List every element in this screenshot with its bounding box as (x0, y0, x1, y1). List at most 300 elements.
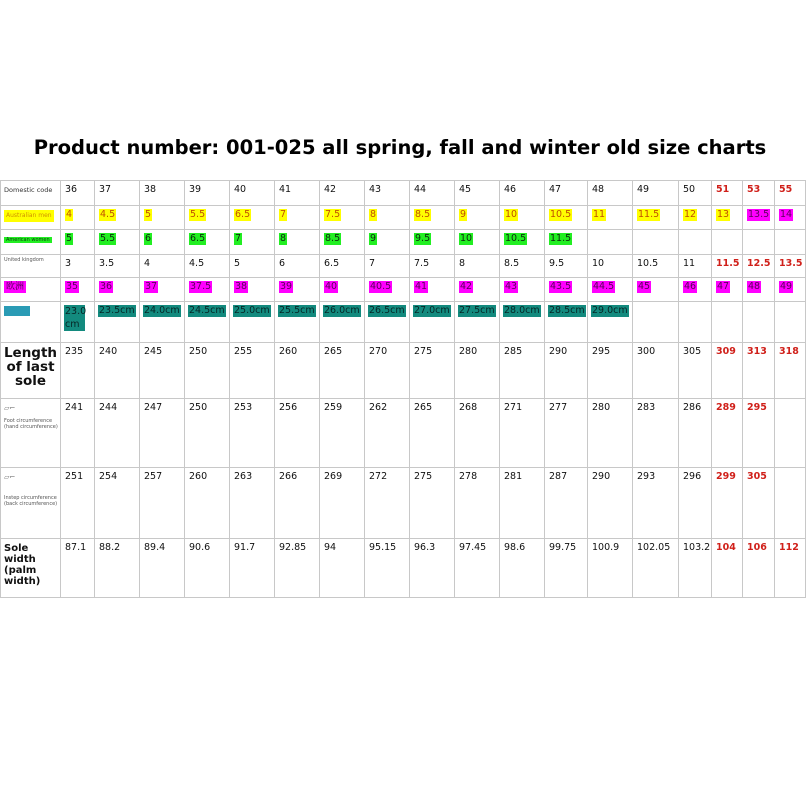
size-cell (775, 399, 806, 468)
size-value: 7 (235, 233, 242, 244)
row-american (1, 230, 806, 255)
size-cell (140, 278, 185, 302)
size-cell (410, 181, 455, 206)
size-value: 99.75 (549, 542, 577, 553)
size-cell (320, 278, 365, 302)
size-value: 28.0cm (504, 305, 540, 316)
row-instep (1, 468, 806, 539)
size-value: 250 (189, 346, 208, 357)
size-cell (275, 181, 320, 206)
size-value: 275 (414, 471, 433, 482)
size-cell (140, 539, 185, 598)
size-value: 7.5 (414, 258, 430, 269)
size-cell (95, 399, 140, 468)
size-value: 36 (100, 281, 113, 292)
size-cell (500, 302, 545, 343)
size-value: 8.5 (325, 233, 341, 244)
size-cell (275, 278, 320, 302)
size-value: 55 (779, 184, 793, 195)
size-value: 9 (460, 209, 467, 220)
size-value: 296 (683, 471, 702, 482)
size-cell (500, 468, 545, 539)
size-value: 247 (144, 402, 163, 413)
size-value: 7 (280, 209, 287, 220)
size-cell (275, 468, 320, 539)
size-value: 259 (324, 402, 343, 413)
size-cell (140, 255, 185, 278)
size-cell (712, 399, 743, 468)
size-cell (410, 278, 455, 302)
size-value: 90.6 (189, 542, 211, 553)
size-value: 47 (549, 184, 562, 195)
size-value: 39 (189, 184, 202, 195)
size-cell (320, 343, 365, 399)
row-label-foot-circ: Foot circumference (hand circumference) (4, 418, 58, 430)
row-label-europe: 欧洲 (6, 282, 25, 292)
size-cell (275, 255, 320, 278)
size-cell (410, 255, 455, 278)
size-value: 285 (504, 346, 523, 357)
size-value: 6.5 (235, 209, 251, 220)
row-header-cell (1, 206, 61, 230)
size-cell (500, 206, 545, 230)
size-value: 257 (144, 471, 163, 482)
size-value: 49 (637, 184, 650, 195)
size-cell (743, 302, 775, 343)
size-cell (365, 278, 410, 302)
size-value: 35 (66, 281, 79, 292)
size-cell (61, 302, 95, 343)
size-value: 100.9 (592, 542, 620, 553)
size-cell (275, 399, 320, 468)
size-value: 295 (592, 346, 611, 357)
size-value: 87.1 (65, 542, 87, 553)
size-cell (230, 230, 275, 255)
size-value: 251 (65, 471, 84, 482)
size-value: 24.0cm (144, 305, 180, 316)
size-cell (775, 181, 806, 206)
size-value: 3 (65, 258, 72, 269)
size-cell (633, 343, 679, 399)
size-cell (679, 539, 712, 598)
size-cell (455, 399, 500, 468)
size-value: 278 (459, 471, 478, 482)
size-cell (633, 399, 679, 468)
size-cell (500, 399, 545, 468)
size-cell (410, 343, 455, 399)
size-cell (679, 278, 712, 302)
size-value: 92.85 (279, 542, 307, 553)
size-value: 235 (65, 346, 84, 357)
size-value: 11 (683, 258, 696, 269)
size-value: 12 (684, 209, 697, 220)
size-value: 24.5cm (189, 305, 225, 316)
size-value: 14 (780, 209, 793, 220)
row-australian (1, 206, 806, 230)
size-value: 260 (279, 346, 298, 357)
size-value: 40.5 (370, 281, 392, 292)
size-cell (712, 468, 743, 539)
size-cell (365, 468, 410, 539)
row-label-uk: United kingdom (4, 257, 44, 263)
size-cell (633, 230, 679, 255)
size-value: 51 (716, 184, 730, 195)
size-value: 4 (66, 209, 73, 220)
size-value: 240 (99, 346, 118, 357)
size-value: 96.3 (414, 542, 436, 553)
size-cell (545, 181, 588, 206)
row-label-domestic: Domestic code (4, 186, 53, 194)
size-value: 9.5 (549, 258, 565, 269)
size-value: 10.5 (505, 233, 527, 244)
size-value: 263 (234, 471, 253, 482)
size-cell (95, 539, 140, 598)
row-label-last-length: Length of last sole (3, 345, 58, 389)
size-cell (410, 230, 455, 255)
size-cell (545, 255, 588, 278)
size-cell (230, 399, 275, 468)
size-cell (775, 302, 806, 343)
size-cell (365, 181, 410, 206)
size-value: 25.0cm (234, 305, 270, 316)
size-cell (545, 468, 588, 539)
size-value: 244 (99, 402, 118, 413)
size-value: 6 (279, 258, 286, 269)
size-cell (633, 302, 679, 343)
size-value: 45 (459, 184, 472, 195)
size-value: 8 (280, 233, 287, 244)
size-value: 8.5 (415, 209, 431, 220)
size-value: 250 (189, 402, 208, 413)
size-value: 281 (504, 471, 523, 482)
size-value: 6.5 (324, 258, 340, 269)
size-cell (61, 343, 95, 399)
size-value: 88.2 (99, 542, 121, 553)
size-cell (775, 278, 806, 302)
size-value: 272 (369, 471, 388, 482)
size-value: 23.0 cm (65, 306, 87, 330)
size-value: 23.5cm (99, 305, 135, 316)
size-cell (679, 399, 712, 468)
row-header-cell (1, 343, 61, 399)
size-cell (230, 539, 275, 598)
size-cell (633, 278, 679, 302)
size-value: 40 (325, 281, 338, 292)
size-cell (140, 302, 185, 343)
size-value: 44.5 (593, 281, 615, 292)
size-value: 37 (99, 184, 112, 195)
size-value: 94 (324, 542, 337, 553)
size-value: 260 (189, 471, 208, 482)
size-cell (455, 206, 500, 230)
size-value: 41 (415, 281, 428, 292)
size-value: 27.5cm (459, 305, 495, 316)
size-cell (500, 343, 545, 399)
size-cell (365, 399, 410, 468)
size-cell (743, 230, 775, 255)
size-value: 37.5 (190, 281, 212, 292)
size-cell (410, 302, 455, 343)
size-cell (95, 278, 140, 302)
size-value: 28.5cm (549, 305, 585, 316)
cm-row-icon (4, 306, 30, 316)
size-value: 102.05 (637, 542, 671, 553)
size-cell (775, 230, 806, 255)
size-value: 10.5 (637, 258, 659, 269)
size-cell (185, 230, 230, 255)
size-value: 13 (717, 209, 730, 220)
size-value: 305 (747, 471, 767, 482)
size-cell (633, 468, 679, 539)
size-value: 43 (369, 184, 382, 195)
size-cell (140, 230, 185, 255)
size-cell (775, 468, 806, 539)
row-header-cell (1, 302, 61, 343)
size-cell (95, 206, 140, 230)
size-cell (61, 278, 95, 302)
size-cell (712, 278, 743, 302)
size-cell (712, 181, 743, 206)
size-cell (185, 206, 230, 230)
size-value: 46 (684, 281, 697, 292)
size-value: 98.6 (504, 542, 526, 553)
size-chart-table (0, 180, 806, 598)
size-cell (61, 181, 95, 206)
size-cell (712, 230, 743, 255)
size-value: 89.4 (144, 542, 166, 553)
size-cell (320, 539, 365, 598)
size-cell (545, 302, 588, 343)
size-cell (410, 399, 455, 468)
size-cell (95, 302, 140, 343)
size-value: 48 (748, 281, 761, 292)
size-cell (743, 255, 775, 278)
size-value: 27.0cm (414, 305, 450, 316)
size-cell (679, 206, 712, 230)
size-value: 26.5cm (369, 305, 405, 316)
row-header-cell (1, 181, 61, 206)
size-value: 37 (145, 281, 158, 292)
size-cell (679, 302, 712, 343)
size-cell (743, 278, 775, 302)
size-cell (712, 206, 743, 230)
size-value: 309 (716, 346, 736, 357)
size-cell (588, 468, 633, 539)
size-cell (500, 539, 545, 598)
size-value: 12.5 (747, 258, 771, 269)
size-cell (95, 343, 140, 399)
size-value: 5.5 (190, 209, 206, 220)
size-cell (320, 302, 365, 343)
size-cell (545, 206, 588, 230)
row-foot-circ (1, 399, 806, 468)
size-cell (230, 343, 275, 399)
size-value: 13.5 (779, 258, 803, 269)
size-value: 104 (716, 542, 736, 553)
row-header-cell (1, 230, 61, 255)
row-header-cell (1, 539, 61, 598)
size-cell (500, 255, 545, 278)
size-cell (545, 399, 588, 468)
size-cell (320, 399, 365, 468)
size-cell (743, 181, 775, 206)
foot-icon: ▱⌐ (4, 404, 16, 412)
size-value: 41 (279, 184, 292, 195)
size-cell (140, 468, 185, 539)
size-value: 269 (324, 471, 343, 482)
size-value: 265 (414, 402, 433, 413)
size-value: 280 (592, 402, 611, 413)
size-cell (230, 278, 275, 302)
size-cell (230, 255, 275, 278)
size-value: 10 (505, 209, 518, 220)
size-value: 6.5 (190, 233, 206, 244)
size-value: 290 (549, 346, 568, 357)
size-cell (320, 230, 365, 255)
size-cell (365, 302, 410, 343)
size-cell (95, 468, 140, 539)
size-cell (455, 539, 500, 598)
size-value: 42 (460, 281, 473, 292)
size-cell (61, 230, 95, 255)
size-cell (61, 399, 95, 468)
size-cell (679, 181, 712, 206)
row-header-cell (1, 255, 61, 278)
size-cell (775, 539, 806, 598)
size-cell (500, 278, 545, 302)
size-value: 254 (99, 471, 118, 482)
row-uk (1, 255, 806, 278)
size-cell (320, 468, 365, 539)
size-cell (275, 539, 320, 598)
size-value: 271 (504, 402, 523, 413)
size-cell (712, 255, 743, 278)
size-cell (185, 539, 230, 598)
size-cell (500, 181, 545, 206)
size-value: 266 (279, 471, 298, 482)
size-value: 40 (234, 184, 247, 195)
size-cell (95, 181, 140, 206)
page-title: Product number: 001-025 all spring, fall and winter old size charts (33, 136, 767, 159)
size-cell (61, 206, 95, 230)
size-value: 300 (637, 346, 656, 357)
size-cell (633, 206, 679, 230)
size-cell (140, 399, 185, 468)
size-value: 256 (279, 402, 298, 413)
size-cell (500, 230, 545, 255)
size-cell (275, 206, 320, 230)
size-cell (230, 302, 275, 343)
size-value: 4.5 (189, 258, 205, 269)
size-value: 6 (145, 233, 152, 244)
size-cell (545, 539, 588, 598)
size-value: 295 (747, 402, 767, 413)
size-cell (712, 343, 743, 399)
size-value: 45 (638, 281, 651, 292)
size-cell (775, 206, 806, 230)
size-value: 48 (592, 184, 605, 195)
size-cell (712, 302, 743, 343)
size-cell (455, 278, 500, 302)
size-value: 42 (324, 184, 337, 195)
size-value: 44 (414, 184, 427, 195)
size-cell (275, 302, 320, 343)
size-value: 7 (369, 258, 376, 269)
size-cell (679, 468, 712, 539)
size-cell (679, 230, 712, 255)
size-value: 53 (747, 184, 761, 195)
size-cell (588, 181, 633, 206)
size-value: 277 (549, 402, 568, 413)
size-cell (61, 468, 95, 539)
size-cell (455, 302, 500, 343)
size-value: 91.7 (234, 542, 256, 553)
size-cell (185, 468, 230, 539)
size-value: 245 (144, 346, 163, 357)
row-header-cell (1, 468, 61, 539)
size-cell (140, 206, 185, 230)
size-value: 4.5 (100, 209, 116, 220)
size-cell (61, 255, 95, 278)
size-value: 43 (505, 281, 518, 292)
size-value: 38 (144, 184, 157, 195)
size-cell (588, 302, 633, 343)
size-value: 268 (459, 402, 478, 413)
size-value: 11.5 (638, 209, 660, 220)
size-value: 25.5cm (279, 305, 315, 316)
size-cell (588, 399, 633, 468)
row-europe (1, 278, 806, 302)
size-value: 50 (683, 184, 696, 195)
size-cell (275, 230, 320, 255)
size-cell (455, 255, 500, 278)
size-cell (185, 302, 230, 343)
size-value: 280 (459, 346, 478, 357)
row-cm (1, 302, 806, 343)
size-value: 49 (780, 281, 793, 292)
size-cell (633, 181, 679, 206)
size-value: 112 (779, 542, 799, 553)
instep-icon: ▱⌐ (4, 473, 16, 481)
size-value: 5 (66, 233, 73, 244)
size-value: 4 (144, 258, 151, 269)
size-value: 299 (716, 471, 736, 482)
size-cell (185, 278, 230, 302)
row-label-american: American women (6, 237, 50, 243)
size-cell (588, 206, 633, 230)
size-cell (743, 399, 775, 468)
size-cell (185, 399, 230, 468)
size-cell (588, 278, 633, 302)
size-cell (320, 181, 365, 206)
size-cell (743, 206, 775, 230)
size-cell (633, 255, 679, 278)
size-cell (140, 181, 185, 206)
size-value: 3.5 (99, 258, 115, 269)
size-value: 8 (370, 209, 377, 220)
row-header-cell (1, 278, 61, 302)
row-domestic (1, 181, 806, 206)
size-cell (588, 255, 633, 278)
size-cell (679, 255, 712, 278)
size-cell (775, 343, 806, 399)
size-cell (365, 539, 410, 598)
size-value: 287 (549, 471, 568, 482)
row-label-sole-width: Sole width (palm width) (4, 543, 41, 587)
size-value: 253 (234, 402, 253, 413)
size-value: 8 (459, 258, 466, 269)
size-value: 13.5 (748, 209, 770, 220)
